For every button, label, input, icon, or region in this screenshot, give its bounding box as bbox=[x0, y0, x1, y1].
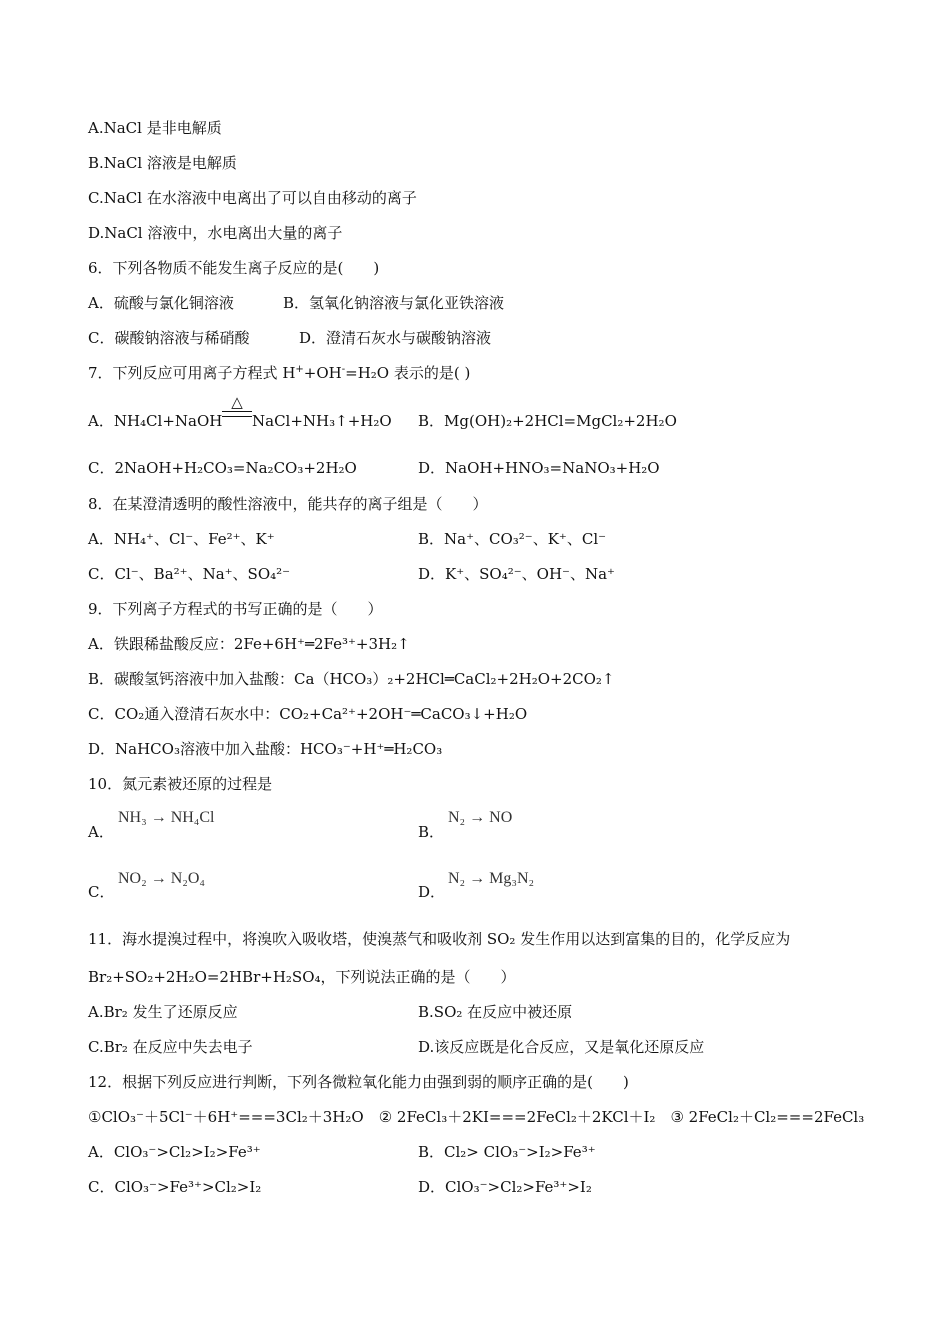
q5-option-b: B.NaCl 溶液是电解质 bbox=[88, 154, 237, 172]
q12-option-b: B．Cl₂> ClO₃⁻>I₂>Fe³⁺ bbox=[418, 1143, 596, 1161]
q10-option-c-label: C． bbox=[88, 883, 115, 901]
q11-option-d: D.该反应既是化合反应，又是氧化还原反应 bbox=[418, 1038, 705, 1056]
q9-option-b: B．碳酸氢钙溶液中加入盐酸：Ca（HCO₃）₂+2HCl═CaCl₂+2H₂O+2CO₂↑ bbox=[88, 670, 615, 688]
q6-option-b: B．氢氧化钠溶液与氯化亚铁溶液 bbox=[283, 294, 505, 312]
q10-option-d-label: D． bbox=[418, 883, 446, 901]
heat-condition-sign: △ bbox=[222, 395, 252, 417]
q9-stem: 9．下列离子方程式的书写正确的是（ ） bbox=[88, 600, 383, 618]
q7-option-d: D．NaOH+HNO₃=NaNO₃+H₂O bbox=[418, 459, 660, 477]
q12-stem: 12．根据下列反应进行判断，下列各微粒氧化能力由强到弱的顺序正确的是( ) bbox=[88, 1073, 629, 1091]
q5-option-d: D.NaCl 溶液中，水电离出大量的离子 bbox=[88, 224, 343, 242]
q11-option-a: A.Br₂ 发生了还原反应 bbox=[88, 1003, 238, 1021]
q9-option-c: C．CO₂通入澄清石灰水中：CO₂+Ca²⁺+2OH⁻═CaCO₃↓+H₂O bbox=[88, 705, 528, 723]
q12-option-a: A．ClO₃⁻>Cl₂>I₂>Fe³⁺ bbox=[88, 1143, 261, 1161]
q10-stem: 10．氮元素被还原的过程是 bbox=[88, 775, 273, 793]
q6-option-c: C．碳酸钠溶液与稀硝酸 bbox=[88, 329, 250, 347]
q7-stem: 7．下列反应可用离子方程式 H++OH-=H₂O 表示的是( ) bbox=[88, 364, 471, 382]
q8-option-c: C．Cl⁻、Ba²⁺、Na⁺、SO₄²⁻ bbox=[88, 565, 291, 583]
q7-option-a-left: A．NH₄Cl+NaOH bbox=[88, 412, 223, 430]
q5-option-a: A.NaCl 是非电解质 bbox=[88, 119, 222, 137]
q12-reactions: ①ClO₃⁻＋5Cl⁻＋6H⁺===3Cl₂＋3H₂O ② 2FeCl₃＋2KI===2FeCl₂＋2KCl＋I₂ ③ 2FeCl₂＋Cl₂===2FeCl₃ bbox=[88, 1108, 865, 1126]
q8-option-a: A．NH₄⁺、Cl⁻、Fe²⁺、K⁺ bbox=[88, 530, 275, 548]
q12-option-d: D．ClO₃⁻>Cl₂>Fe³⁺>I₂ bbox=[418, 1178, 592, 1196]
q10-option-b-formula: N₂ → NO bbox=[448, 809, 513, 826]
q10-option-b-label: B． bbox=[418, 823, 445, 841]
q6-option-a: A．硫酸与氯化铜溶液 bbox=[88, 294, 234, 312]
q7-option-a-right: NaCl+NH₃↑+H₂O bbox=[252, 412, 392, 430]
q6-stem: 6．下列各物质不能发生离子反应的是( ) bbox=[88, 259, 380, 277]
q7-option-b: B．Mg(OH)₂+2HCl=MgCl₂+2H₂O bbox=[418, 412, 677, 430]
q10-option-c-formula: NO₂ → N₂O₄ bbox=[118, 870, 205, 887]
q11-option-c: C.Br₂ 在反应中失去电子 bbox=[88, 1038, 253, 1056]
q11-option-b: B.SO₂ 在反应中被还原 bbox=[418, 1003, 573, 1021]
q8-option-d: D．K⁺、SO₄²⁻、OH⁻、Na⁺ bbox=[418, 565, 615, 583]
q8-stem: 8．在某澄清透明的酸性溶液中，能共存的离子组是（ ） bbox=[88, 495, 488, 513]
q12-option-c: C．ClO₃⁻>Fe³⁺>Cl₂>I₂ bbox=[88, 1178, 262, 1196]
q10-option-d-formula: N₂ → Mg₃N₂ bbox=[448, 870, 535, 887]
q10-option-a-label: A． bbox=[88, 823, 114, 841]
q11-stem-line2: Br₂+SO₂+2H₂O=2HBr+H₂SO₄，下列说法正确的是（ ） bbox=[88, 968, 516, 986]
q8-option-b: B．Na⁺、CO₃²⁻、K⁺、Cl⁻ bbox=[418, 530, 607, 548]
q9-option-a: A．铁跟稀盐酸反应：2Fe+6H⁺═2Fe³⁺+3H₂↑ bbox=[88, 635, 410, 653]
q9-option-d: D．NaHCO₃溶液中加入盐酸：HCO₃⁻+H⁺═H₂CO₃ bbox=[88, 740, 443, 758]
q7-option-c: C．2NaOH+H₂CO₃=Na₂CO₃+2H₂O bbox=[88, 459, 357, 477]
q10-option-a-formula: NH₃ → NH₄Cl bbox=[118, 809, 215, 826]
q5-option-c: C.NaCl 在水溶液中电离出了可以自由移动的离子 bbox=[88, 189, 417, 207]
q6-option-d: D．澄清石灰水与碳酸钠溶液 bbox=[299, 329, 492, 347]
q11-stem-line1: 11．海水提溴过程中，将溴吹入吸收塔，使溴蒸气和吸收剂 SO₂ 发生作用以达到富集的目的，化学反应为 bbox=[88, 930, 791, 948]
